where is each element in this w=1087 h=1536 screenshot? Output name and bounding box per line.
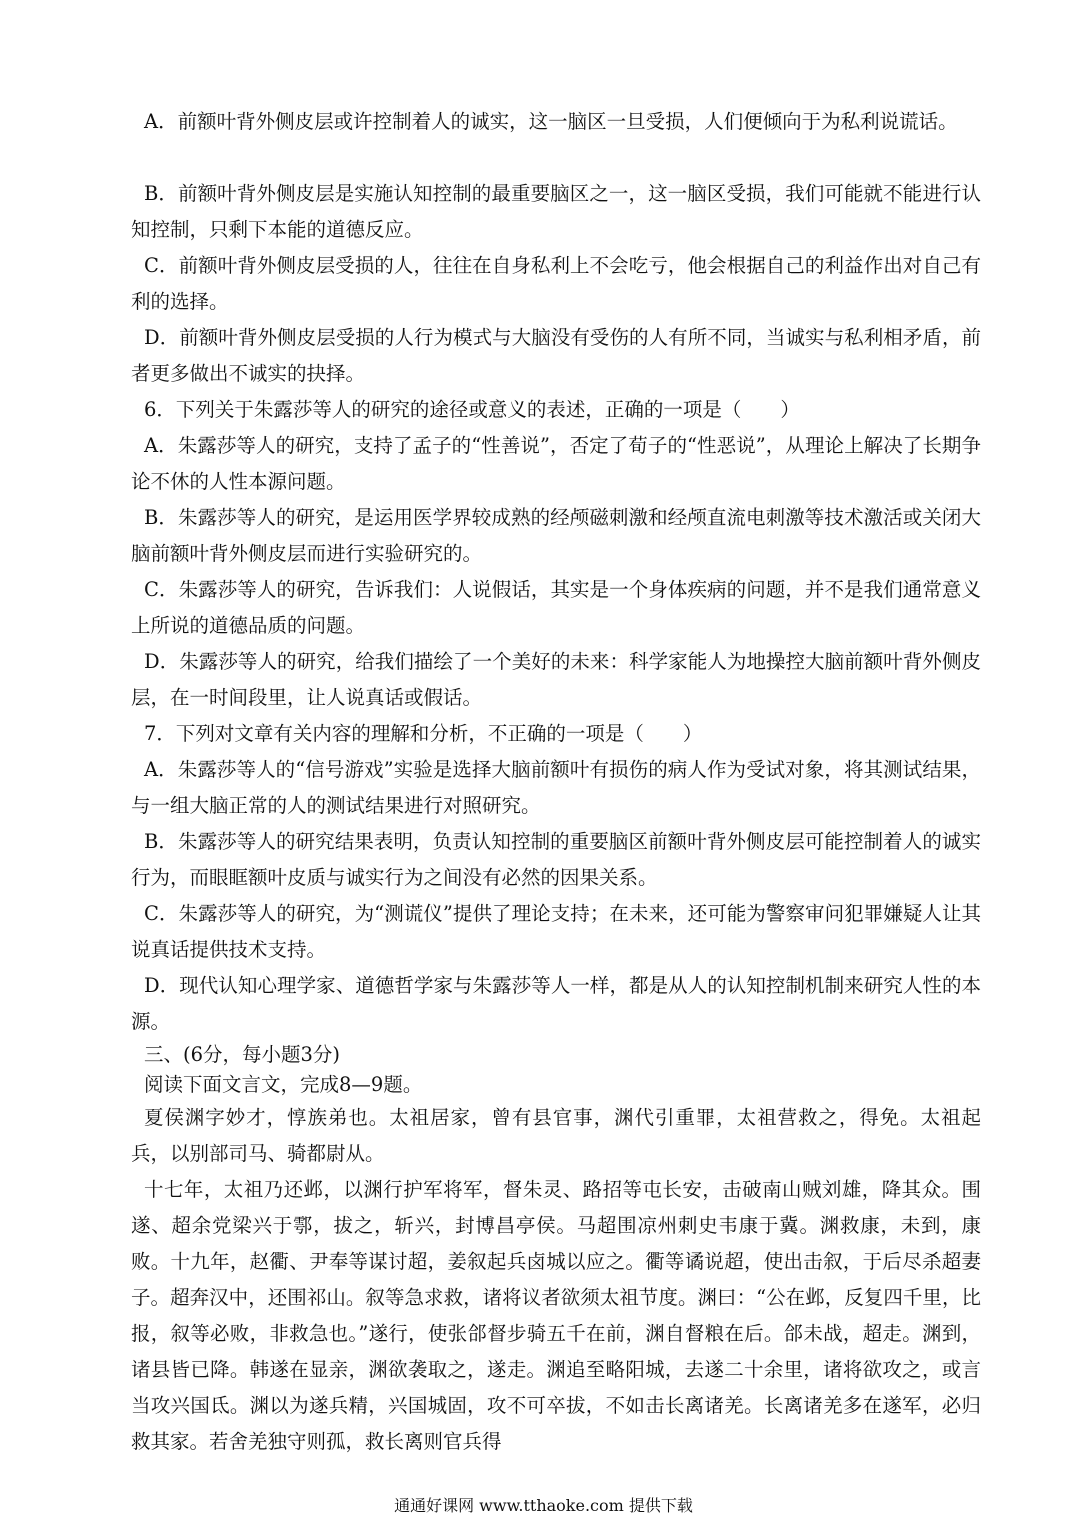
q5-option-a: A．前额叶背外侧皮层或许控制着人的诚实，这一脑区一旦受损，人们便倾向于为私利说谎话。 bbox=[144, 110, 958, 133]
q6-option-b: B．朱露莎等人的研究，是运用医学界较成熟的经颅磁刺激和经颅直流电刺激等技术激活或关闭大脑前额叶背外侧皮层而进行实验研究的。 bbox=[131, 506, 981, 565]
q6-option-a: A．朱露莎等人的研究，支持了孟子的“性善说”，否定了荀子的“性恶说”，从理论上解决了长期争论不休的人性本源问题。 bbox=[131, 434, 981, 493]
section3-instruction: 阅读下面文言文，完成8—9题。 bbox=[144, 1073, 423, 1096]
q7-option-d: D．现代认知心理学家、道德哲学家与朱露莎等人一样，都是从人的认知控制机制来研究人性的本源。 bbox=[131, 974, 981, 1033]
classical-text-para-1: 夏侯渊字妙才，惇族弟也。太祖居家，曾有县官事，渊代引重罪，太祖营救之，得免。太祖起兵，以别部司马、骑都尉从。 bbox=[131, 1106, 981, 1165]
section3-heading: 三、(6分，每小题3分) bbox=[144, 1043, 341, 1066]
page-footer: 通通好课网 www.tthaoke.com 提供下载 bbox=[394, 1496, 693, 1515]
q5-option-d: D．前额叶背外侧皮层受损的人行为模式与大脑没有受伤的人有所不同，当诚实与私利相矛盾，前者更多做出不诚实的抉择。 bbox=[131, 326, 981, 385]
classical-text-para-2: 十七年，太祖乃还邺，以渊行护军将军，督朱灵、路招等屯长安，击破南山贼刘雄，降其众。围遂、超余党梁兴于鄠，拔之，斩兴，封博昌亭侯。马超围凉州刺史韦康于冀。渊救康，未到，康败。十九年，赵衢、尹奉等谋讨超，姜叙起兵卤城以应之。衢等谲说超，使出击叙，于后尽杀超妻子。超奔汉中，还围祁山。叙等急求救，诸将议者欲须太祖节度。渊曰：“公在邺，反复四千里，比报，叙等必败，非救急也。”遂行，使张郃督步骑五千在前，渊自督粮在后。郃未战，超走。渊到，诸县皆已降。韩遂在显亲，渊欲袭取之，遂走。渊追至略阳城，去遂二十余里，诸将欲攻之，或言当攻兴国氐。渊以为遂兵精，兴国城固，攻不可卒拔，不如击长离诸羌。长离诸羌多在遂军，必归救其家。若舍羌独守则孤，救长离则官兵得 bbox=[131, 1178, 981, 1453]
q6-option-d: D．朱露莎等人的研究，给我们描绘了一个美好的未来：科学家能人为地操控大脑前额叶背外侧皮层，在一时间段里，让人说真话或假话。 bbox=[131, 650, 981, 709]
q7-option-a: A．朱露莎等人的“信号游戏”实验是选择大脑前额叶有损伤的病人作为受试对象，将其测试结果，与一组大脑正常的人的测试结果进行对照研究。 bbox=[131, 758, 981, 817]
q7-option-b: B．朱露莎等人的研究结果表明，负责认知控制的重要脑区前额叶背外侧皮层可能控制着人的诚实行为，而眼眶额叶皮质与诚实行为之间没有必然的因果关系。 bbox=[131, 830, 981, 889]
q7-stem: 7．下列对文章有关内容的理解和分析，不正确的一项是（ ） bbox=[144, 722, 703, 745]
q5-option-b: B．前额叶背外侧皮层是实施认知控制的最重要脑区之一，这一脑区受损，我们可能就不能进行认知控制，只剩下本能的道德反应。 bbox=[131, 182, 981, 241]
q6-stem: 6．下列关于朱露莎等人的研究的途径或意义的表述，正确的一项是（ ） bbox=[144, 398, 800, 421]
q6-option-c: C．朱露莎等人的研究，告诉我们：人说假话，其实是一个身体疾病的问题，并不是我们通常意义上所说的道德品质的问题。 bbox=[131, 578, 981, 637]
q5-option-c: C．前额叶背外侧皮层受损的人，往往在自身私利上不会吃亏，他会根据自己的利益作出对自己有利的选择。 bbox=[131, 254, 981, 313]
q7-option-c: C．朱露莎等人的研究，为“测谎仪”提供了理论支持；在未来，还可能为警察审问犯罪嫌疑人让其说真话提供技术支持。 bbox=[131, 902, 981, 961]
